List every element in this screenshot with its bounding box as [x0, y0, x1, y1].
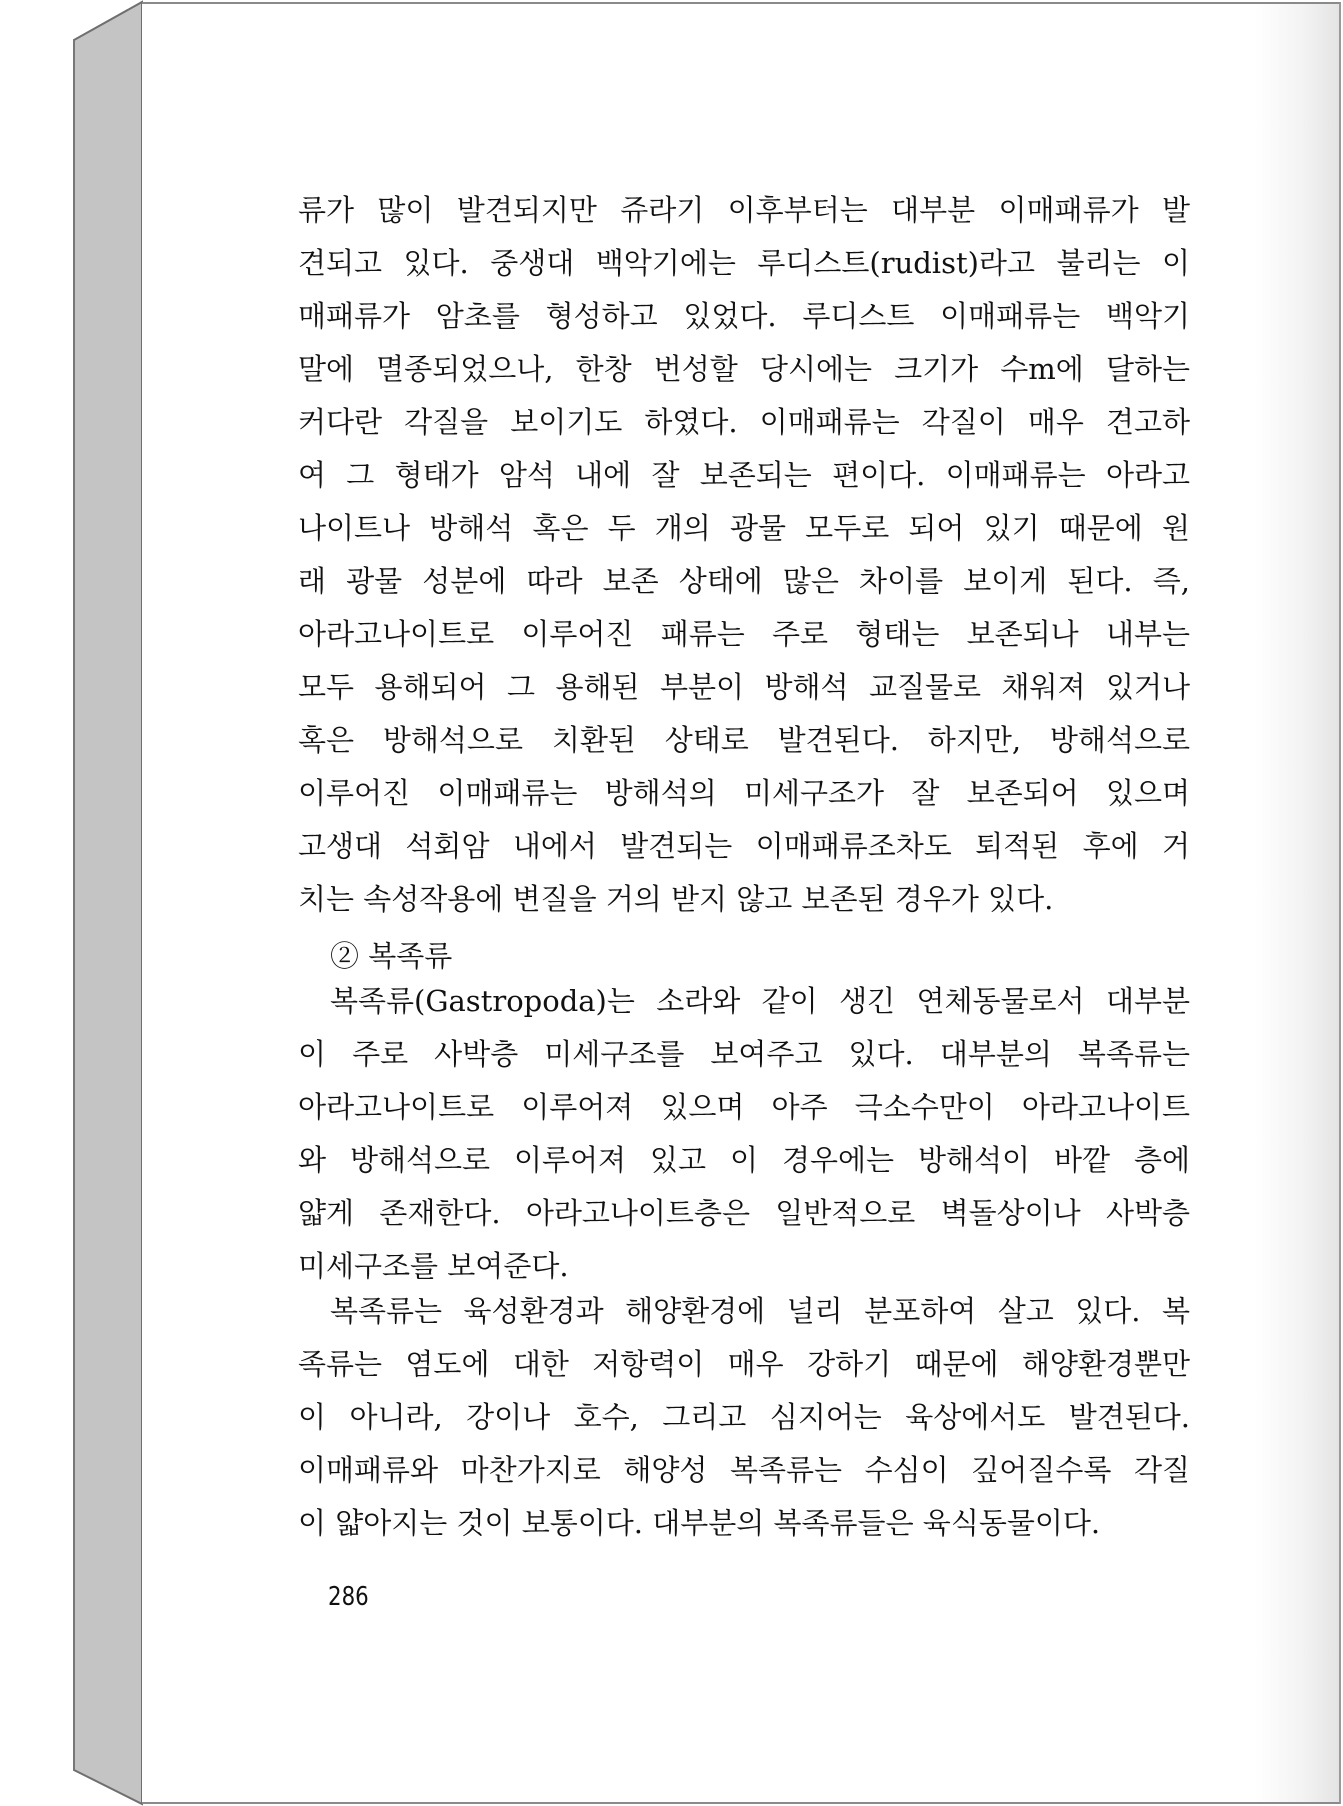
- text-line: 와 방해석으로 이루어져 있고 이 경우에는 방해석이 바깥 층에: [298, 1143, 1190, 1177]
- text-line: 이 얇아지는 것이 보통이다. 대부분의 복족류들은 육식동물이다.: [298, 1506, 1101, 1540]
- text-line: 이매패류와 마찬가지로 해양성 복족류는 수심이 깊어질수록 각질: [298, 1453, 1190, 1487]
- text-line: 미세구조를 보여준다.: [298, 1249, 569, 1283]
- text-line: 견되고 있다. 중생대 백악기에는 루디스트(rudist)라고 불리는 이: [298, 246, 1190, 280]
- text-line: 나이트나 방해석 혹은 두 개의 광물 모두로 되어 있기 때문에 원: [298, 511, 1190, 545]
- text-line: 복족류(Gastropoda)는 소라와 같이 생긴 연체동물로서 대부분: [330, 984, 1190, 1018]
- text-line: 복족류는 육성환경과 해양환경에 널리 분포하여 살고 있다. 복: [330, 1294, 1190, 1328]
- text-line: 커다란 각질을 보이기도 하였다. 이매패류는 각질이 매우 견고하: [298, 405, 1190, 439]
- paragraph-gastropods-structure: [298, 975, 1190, 1293]
- text-line: 얇게 존재한다. 아라고나이트층은 일반적으로 벽돌상이나 사박층: [298, 1196, 1190, 1230]
- paragraph-gastropods-habitat: [298, 1285, 1190, 1550]
- text-line: 매패류가 암초를 형성하고 있었다. 루디스트 이매패류는 백악기: [298, 299, 1190, 333]
- text-line: 치는 속성작용에 변질을 거의 받지 않고 보존된 경우가 있다.: [298, 882, 1054, 916]
- section-heading: ② 복족류: [330, 939, 453, 973]
- text-line: 아라고나이트로 이루어진 패류는 주로 형태는 보존되나 내부는: [298, 617, 1190, 651]
- text-line: 족류는 염도에 대한 저항력이 매우 강하기 때문에 해양환경뿐만: [298, 1347, 1190, 1381]
- text-line: 모두 용해되어 그 용해된 부분이 방해석 교질물로 채워져 있거나: [298, 670, 1190, 704]
- page-number: 286: [328, 1582, 369, 1612]
- text-line: 여 그 형태가 암석 내에 잘 보존되는 편이다. 이매패류는 아라고: [298, 458, 1190, 492]
- text-line: 래 광물 성분에 따라 보존 상태에 많은 차이를 보이게 된다. 즉,: [298, 564, 1190, 598]
- text-line: 혹은 방해석으로 치환된 상태로 발견된다. 하지만, 방해석으로: [298, 723, 1190, 757]
- text-line: 아라고나이트로 이루어져 있으며 아주 극소수만이 아라고나이트: [298, 1090, 1190, 1124]
- text-line: 고생대 석회암 내에서 발견되는 이매패류조차도 퇴적된 후에 거: [298, 829, 1190, 863]
- paragraph-bivalves: [298, 184, 1190, 926]
- text-line: 이 아니라, 강이나 호수, 그리고 심지어는 육상에서도 발견된다.: [298, 1400, 1190, 1434]
- text-line: 말에 멸종되었으나, 한창 번성할 당시에는 크기가 수m에 달하는: [298, 352, 1190, 386]
- text-line: 이 주로 사박층 미세구조를 보여주고 있다. 대부분의 복족류는: [298, 1037, 1190, 1071]
- text-line: 이루어진 이매패류는 방해석의 미세구조가 잘 보존되어 있으며: [298, 776, 1190, 810]
- text-line: 류가 많이 발견되지만 쥬라기 이후부터는 대부분 이매패류가 발: [298, 193, 1190, 227]
